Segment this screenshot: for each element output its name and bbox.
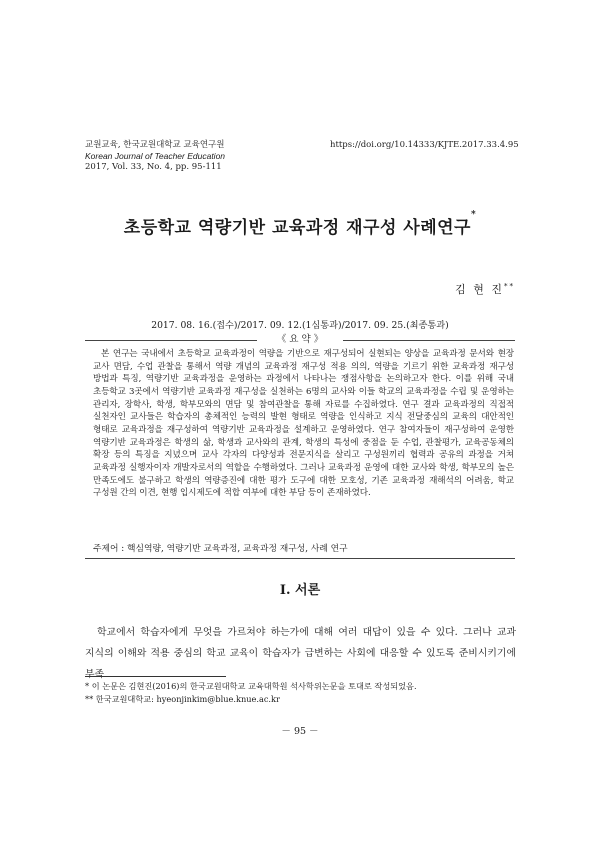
keywords: 주제어 : 핵심역량, 역량기반 교육과정, 교육과정 재구성, 사례 연구	[93, 544, 348, 554]
paper-title	[60, 210, 540, 238]
abstract-text: 본 연구는 국내에서 초등학교 교육과정이 역량을 기반으로 재구성되어 실현되는 양상을 교육과정 문서와 현장 교사 면담, 수업 관찰을 통해서 역량 개념의 교육과정 재구성 적용 의의, 역량을 기르기 위한 교육과정 재구성 방법과 특징, 역량기반 교육과정을 운영하는 과정에서 나타나는 쟁점사항을 논의하고자 한다. 이를 위해 국내 초등학교 3곳에서 역량기반 교육과정 재구성을 실천하는 6명의 교사와 이들 학교의 교육과정을 수립 및 운영하는 관리자, 장학사, 학생, 학부모와의 면담 및 참여관찰을 통해 자료를 수집하였다. 연구 결과 교육과정의 직접적 실천자인 교사들은 학습자의 총체적인 능력의 발현 형태로 역량을 인식하고 지식 전달중심의 교육의 대안적인 형태로 교육과정을 재구성하여 역량기반 교육과정을 설계하고 운영하였다. 연구 참여자들이 재구성하여 운영한 역량기반 교육과정은 학생의 삶, 학생과 교사와의 관계, 학생의 특성에 중점을 둔 수업, 관찰평가, 교육공동체의 확장 등의 특징을 지녔으며 교사 각자의 다양성과 전문지식을 살리고 구성원끼리 협력과 공유의 과정을 거쳐 교육과정 실행자이자 개발자로서의 역할을 수행하였다. 그러나 교육과정 운영에 대한 교사와 학생, 학부모의 높은 만족도에도 불구하고 학생의 역량증진에 대한 평가 도구에 대한 모호성, 기존 교육과정 재해석의 어려움, 학교 구성원 간의 이견, 현행 입시제도에 적합 여부에 대한 부담 등이 존재하였다.	[93, 349, 514, 499]
abstract-bottom-rule	[85, 558, 515, 559]
body-paragraph: 학교에서 학습자에게 무엇을 가르쳐야 하는가에 대해 여러 대답이 있을 수 있다. 그러나 교과 지식의 이해와 적용 중심의 학교 교육이 학습자가 급변하는 사회에 대응할 수 있도록 준비시키기에 부족	[85, 627, 516, 680]
author	[300, 281, 515, 297]
paper-title-text: 초등학교 역량기반 교육과정 재구성 사례연구	[123, 218, 471, 238]
abstract-rule-left	[85, 340, 257, 341]
running-header	[85, 140, 345, 173]
abstract-rule-right	[343, 340, 515, 341]
author-name: 김 현 진	[455, 283, 504, 296]
publisher-line: 교원교육, 한국교원대학교 교육연구원	[85, 140, 225, 150]
submission-dates: 2017. 08. 16.(접수)/2017. 09. 12.(1심통과)/2017. 09. 25.(최종통과)	[151, 320, 449, 331]
doi-link[interactable]: https://doi.org/10.14333/KJTE.2017.33.4.95	[330, 140, 519, 150]
volume-info: 2017, Vol. 33, No. 4, pp. 95-111	[85, 162, 222, 172]
author-footnote-mark: **	[504, 282, 515, 291]
footnote-1: * 이 논문은 김현진(2016)의 한국교원대학교 교육대학원 석사학위논문을 토대로 작성되었음.	[85, 681, 417, 691]
title-footnote-mark: *	[470, 210, 477, 220]
abstract-label: 《 요 약 》	[276, 334, 324, 345]
abstract-header	[85, 334, 515, 346]
footnote-2: ** 한국교원대학교: hyeonjinkim@blue.knue.ac.kr	[85, 694, 280, 704]
section-heading: Ⅰ. 서론	[279, 583, 321, 598]
journal-name: Korean Journal of Teacher Education	[85, 151, 226, 161]
page-number: － 95 －	[281, 726, 319, 737]
footnote-rule	[85, 676, 226, 677]
